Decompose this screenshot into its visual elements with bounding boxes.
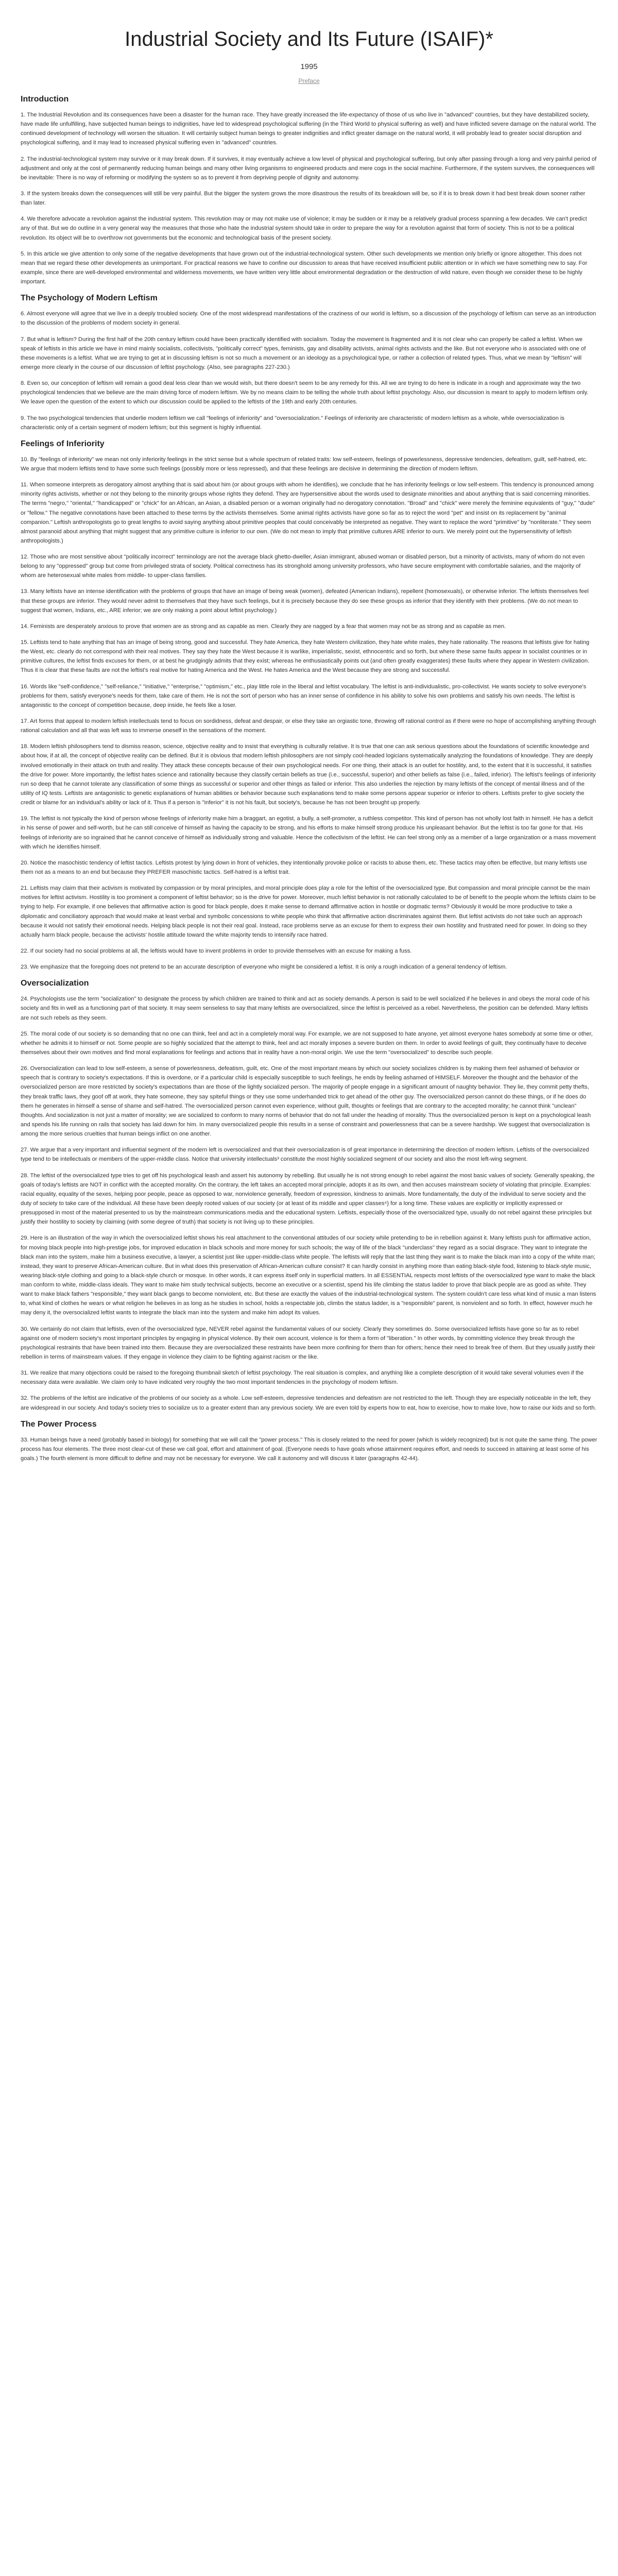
section-heading: The Power Process	[21, 1419, 97, 1429]
document-page	[21, 0, 597, 1463]
paragraph: 18. Modern leftish philosophers tend to dismiss reason, science, objective reality and to insist that everything is culturally relative. It is true that one can ask serious questions about the foundations of scientific knowledge and about how, if at all, the concept of objective reality can be defined. But it is obvious that modern leftish philosophers are not simply cool-headed logicians systematically analyzing the foundations of knowledge. They are deeply involved emotionally in their attack on truth and reality. They attack these concepts because of their own psychological needs. For one thing, their attack is an outlet for hostility, and, to the extent that it is successful, it satisfies the drive for power. More importantly, the leftist hates science and rationality because they classify certain beliefs as true (i.e., successful, superior) and other beliefs as false (i.e., failed, inferior). The leftist's feelings of inferiority run so deep that he cannot tolerate any classification of some things as successful or superior and other things as failed or inferior. This also underlies the rejection by many leftists of the concept of mental illness and of the utility of IQ tests. Leftists are antagonistic to genetic explanations of human abilities or behavior because such explanations tend to make some persons appear superior or inferior to others. Leftists prefer to give society the credit or blame for an individual's ability or lack of it. Thus if a person is "inferior" it is not his fault, but society's, because he has not been brought up properly.	[21, 743, 596, 806]
paragraph: 19. The leftist is not typically the kind of person whose feelings of inferiority make him a braggart, an egotist, a bully, a self-promoter, a ruthless competitor. This kind of person has not wholly lost faith in himself. He has a deficit in his sense of power and self-worth, but he can still conceive of himself as having the capacity to be strong, and his efforts to make himself strong produce his unpleasant behavior. But the leftist is too far gone for that. His feelings of inferiority are so ingrained that he cannot conceive of himself as individually strong and valuable. Hence the collectivism of the leftist. He can feel strong only as a member of a large organization or a mass movement with which he identifies himself.	[21, 816, 596, 850]
paragraph: 31. We realize that many objections could be raised to the foregoing thumbnail sketch of leftist psychology. The real situation is complex, and anything like a complete description of it would take several volumes even if the necessary data were available. We claim only to have indicated very roughly the two most important tendencies in the psychology of modern leftism.	[21, 1370, 584, 1386]
paragraph: 21. Leftists may claim that their activism is motivated by compassion or by moral principles, and moral principle does play a role for the leftist of the oversocialized type. But compassion and moral principle cannot be the main motives for leftist activism. Hostility is too prominent a component of leftist behavior; so is the drive for power. Moreover, much leftist behavior is not rationally calculated to be of benefit to the people whom the leftists claim to be trying to help. For example, if one believes that affirmative action is good for black people, does it make sense to demand affirmative action in hostile or dogmatic terms? Obviously it would be more productive to take a diplomatic and conciliatory approach that would make at least verbal and symbolic concessions to white people who think that affirmative action discriminates against them. But leftist activists do not take such an approach because it would not satisfy their emotional needs. Helping black people is not their real goal. Instead, race problems serve as an excuse for them to express their own hostility and frustrated need for power. In doing so they actually harm black people, because the activists' hostile attitude toward the white majority tends to intensify race hatred.	[21, 885, 596, 938]
paragraph: 27. We argue that a very important and influential segment of the modern left is oversocialized and that their oversocialization is of great importance in determining the direction of modern leftism. Leftists of the oversocialized type tend to be intellectuals or members of the upper-middle class. Notice that university intellectuals³ constitute the most highly socialized segment of our society and also the most left-wing segment.	[21, 1147, 589, 1163]
paragraph: 22. If our society had no social problems at all, the leftists would have to invent problems in order to provide themselves with an excuse for making a fuss.	[21, 947, 412, 954]
section-heading: Feelings of Inferiority	[21, 439, 105, 448]
paragraph: 20. Notice the masochistic tendency of leftist tactics. Leftists protest by lying down in front of vehicles, they intentionally provoke police or racists to abuse them, etc. These tactics may often be effective, but many leftists use them not as a means to an end but because they PREFER masochistic tactics. Self-hatred is a leftist trait.	[21, 859, 587, 875]
paragraph: 1. The Industrial Revolution and its consequences have been a disaster for the human race. They have greatly increased the life-expectancy of those of us who live in "advanced" countries, but they have destabilized society, have made life unfulfilling, have subjected human beings to indignities, have led to widespread psychological suffering (in the Third World to physical suffering as well) and have inflicted severe damage on the natural world. The continued development of technology will worsen the situation. It will certainly subject human beings to greater indignities and inflict greater damage on the natural world, it will probably lead to greater social disruption and psychological suffering, and it may lead to increased physical suffering even in "advanced" countries.	[21, 112, 596, 146]
paragraph: 30. We certainly do not claim that leftists, even of the oversocialized type, NEVER rebel against the fundamental values of our society. Clearly they sometimes do. Some oversocialized leftists have gone so far as to rebel against one of modern society's most important principles by engaging in physical violence. By their own account, violence is for them a form of "liberation." In other words, by committing violence they break through the psychological restraints that have been trained into them. Because they are oversocialized these restraints have been more confining for them than for others; hence their need to break free of them. But they usually justify their rebellion in terms of mainstream values. If they engage in violence they claim to be fighting against racism or the like.	[21, 1326, 595, 1361]
paragraph: 25. The moral code of our society is so demanding that no one can think, feel and act in a completely moral way. For example, we are not supposed to hate anyone, yet almost everyone hates somebody at some time or other, whether he admits it to himself or not. Some people are so highly socialized that the attempt to think, feel and act morally imposes a severe burden on them. In order to avoid feelings of guilt, they continually have to deceive themselves about their own motives and find moral explanations for feelings and actions that in reality have a non-moral origin. We use the term "oversocialized" to describe such people.	[21, 1030, 593, 1056]
paragraph: 3. If the system breaks down the consequences will still be very painful. But the bigger the system grows the more disastrous the results of its breakdown will be, so if it is to break down it had best break down sooner rather than later.	[21, 190, 586, 207]
document-body	[21, 95, 597, 1463]
paragraph: 32. The problems of the leftist are indicative of the problems of our society as a whole. Low self-esteem, depressive tendencies and defeatism are not restricted to the left. Though they are especially noticeable in the left, they are widespread in our society. And today's society tries to socialize us to a greater extent than any previous society. We are even told by experts how to eat, how to exercise, how to make love, how to raise our kids and so forth.	[21, 1395, 596, 1411]
paragraph: 24. Psychologists use the term "socialization" to designate the process by which children are trained to think and act as society demands. A person is said to be well socialized if he believes in and obeys the moral code of his society and fits in well as a functioning part of that society. It may seem senseless to say that many leftists are oversocialized, since the leftist is perceived as a rebel. Nevertheless, the position can be defended. Many leftists are not such rebels as they seem.	[21, 996, 590, 1021]
paragraph: 15. Leftists tend to hate anything that has an image of being strong, good and successful. They hate America, they hate Western civilization, they hate white males, they hate rationality. The reasons that leftists give for hating the West, etc. clearly do not correspond with their real motives. They say they hate the West because it is warlike, imperialistic, sexist, ethnocentric and so forth, but where these same faults appear in socialist countries or in primitive cultures, the leftist finds excuses for them, or at best he grudgingly admits that they exist; whereas he enthusiastically points out (and often greatly exaggerates) these faults where they appear in Western civilization. Thus it is clear that these faults are not the leftist's real motive for hating America and the West. He hates America and the West because they are strong and successful.	[21, 639, 590, 674]
paragraph: 33. Human beings have a need (probably based in biology) for something that we will call the "power process." This is closely related to the need for power (which is widely recognized) but is not quite the same thing. The power process has four elements. The three most clear-cut of these we call goal, effort and attainment of goal. (Everyone needs to have goals whose attainment requires effort, and needs to succeed in attaining at least some of his goals.) The fourth element is more difficult to define and may not be necessary for everyone. We call it autonomy and will discuss it later (paragraphs 42-44).	[21, 1436, 597, 1462]
paragraph: 16. Words like "self-confidence," "self-reliance," "initiative," "enterprise," "optimism," etc., play little role in the liberal and leftist vocabulary. The leftist is anti-individualistic, pro-collectivist. He wants society to solve everyone's problems for them, satisfy everyone's needs for them, take care of them. He is not the sort of person who has an inner sense of confidence in his ability to solve his own problems and satisfy his own needs. The leftist is antagonistic to the concept of competition because, deep inside, he feels like a loser.	[21, 683, 587, 708]
paragraph: 28. The leftist of the oversocialized type tries to get off his psychological leash and assert his autonomy by rebelling. But usually he is not strong enough to rebel against the most basic values of society. Generally speaking, the goals of today's leftists are NOT in conflict with the accepted morality. On the contrary, the left takes an accepted moral principle, adopts it as its own, and then accuses mainstream society of violating that principle. Examples: racial equality, equality of the sexes, helping poor people, peace as opposed to war, nonviolence generally, freedom of expression, kindness to animals. More fundamentally, the duty of the individual to serve society and the duty of society to take care of the individual. All these have been deeply rooted values of our society (or at least of its middle and upper classes⁴) for a long time. These values are explicitly or implicitly expressed or presupposed in most of the material presented to us by the mainstream communications media and the educational system. Leftists, especially those of the oversocialized type, usually do not rebel against these principles but justify their hostility to society by claiming (with some degree of truth) that society is not living up to these principles.	[21, 1172, 595, 1226]
paragraph: 23. We emphasize that the foregoing does not pretend to be an accurate description of everyone who might be considered a leftist. It is only a rough indication of a general tendency of leftism.	[21, 964, 507, 971]
preface-link-wrapper	[21, 77, 597, 84]
document-year: 1995	[300, 62, 318, 71]
document-title: Industrial Society and Its Future (ISAIF)*	[125, 28, 493, 50]
section-heading: Oversocialization	[21, 979, 89, 988]
preface-link[interactable]: Preface	[298, 77, 320, 84]
paragraph: 4. We therefore advocate a revolution against the industrial system. This revolution may or may not make use of violence; it may be sudden or it may be a relatively gradual process spanning a few decades. We can't predict any of that. But we do outline in a very general way the measures that those who hate the industrial system should take in order to prepare the way for a revolution against that form of society. This is not to be a political revolution. Its object will be to overthrow not governments but the economic and technological basis of the present society.	[21, 216, 587, 241]
paragraph: 26. Oversocialization can lead to low self-esteem, a sense of powerlessness, defeatism, guilt, etc. One of the most important means by which our society socializes children is by making them feel ashamed of behavior or speech that is contrary to society's expectations. If this is overdone, or if a particular child is especially susceptible to such feelings, he ends by feeling ashamed of HIMSELF. Moreover the thought and the behavior of the oversocialized person are more restricted by society's expectations than are those of the lightly socialized person. The majority of people engage in a significant amount of naughty behavior. They lie, they commit petty thefts, they break traffic laws, they goof off at work, they hate someone, they say spiteful things or they use some underhanded trick to get ahead of the other guy. The oversocialized person cannot do these things, or if he does do them he generates in himself a sense of shame and self-hatred. The oversocialized person cannot even experience, without guilt, thoughts or feelings that are contrary to the accepted morality; he cannot think "unclean" thoughts. And socialization is not just a matter of morality; we are socialized to conform to many norms of behavior that do not fall under the heading of morality. Thus the oversocialized person is kept on a psychological leash and spends his life running on rails that society has laid down for him. In many oversocialized people this results in a sense of constraint and powerlessness that can be a severe hardship. We suggest that oversocialization is among the more serious cruelties that human beings inflict on one another.	[21, 1065, 591, 1138]
paragraph: 6. Almost everyone will agree that we live in a deeply troubled society. One of the most widespread manifestations of the craziness of our world is leftism, so a discussion of the psychology of leftism can serve as an introduction to the discussion of the problems of modern society in general.	[21, 311, 596, 327]
paragraph: 9. The two psychological tendencies that underlie modern leftism we call "feelings of inferiority" and "oversocialization." Feelings of inferiority are characteristic of modern leftism as a whole, while oversocialization is characteristic only of a certain segment of modern leftism; but this segment is highly influential.	[21, 415, 564, 431]
paragraph: 17. Art forms that appeal to modern leftish intellectuals tend to focus on sordidness, defeat and despair, or else they take an orgiastic tone, throwing off rational control as if there were no hope of accomplishing anything through rational calculation and all that was left was to immerse oneself in the sensations of the moment.	[21, 718, 596, 734]
paragraph: 10. By "feelings of inferiority" we mean not only inferiority feelings in the strict sense but a whole spectrum of related traits: low self-esteem, feelings of powerlessness, depressive tendencies, defeatism, guilt, self-hatred, etc. We argue that modern leftists tend to have some such feelings (possibly more or less repressed), and that these feelings are decisive in determining the direction of modern leftism.	[21, 456, 588, 472]
paragraph: 7. But what is leftism? During the first half of the 20th century leftism could have been practically identified with socialism. Today the movement is fragmented and it is not clear who can properly be called a leftist. When we speak of leftists in this article we have in mind mainly socialists, collectivists, "politically correct" types, feminists, gay and disability activists, animal rights activists and the like. But not everyone who is associated with one of these movements is a leftist. What we are trying to get at in discussing leftism is not so much a movement or an ideology as a psychological type, or rather a collection of related types. Thus, what we mean by "leftism" will emerge more clearly in the course of our discussion of leftist psychology. (Also, see paragraphs 227-230.)	[21, 336, 586, 370]
paragraph: 13. Many leftists have an intense identification with the problems of groups that have an image of being weak (women), defeated (American Indians), repellent (homosexuals), or otherwise inferior. The leftists themselves feel that these groups are inferior. They would never admit to themselves that they have such feelings, but it is precisely because they do see these groups as inferior that they identify with their problems. (We do not mean to suggest that women, Indians, etc., ARE inferior; we are only making a point about leftist psychology.)	[21, 588, 589, 614]
paragraph: 2. The industrial-technological system may survive or it may break down. If it survives, it may eventually achieve a low level of physical and psychological suffering, but only after passing through a long and very painful period of adjustment and only at the cost of permanently reducing human beings and many other living organisms to engineered products and mere cogs in the social machine. Furthermore, if the system survives, the consequences will be inevitable: There is no way of reforming or modifying the system so as to prevent it from depriving people of dignity and autonomy.	[21, 156, 597, 181]
section-heading: Introduction	[21, 95, 69, 104]
paragraph: 29. Here is an illustration of the way in which the oversocialized leftist shows his real attachment to the conventional attitudes of our society while pretending to be in rebellion against it. Many leftists push for affirmative action, for moving black people into high-prestige jobs, for improved education in black schools and more money for such schools; the way of life of the black "underclass" they regard as a social disgrace. They want to integrate the black man into the system, make him a business executive, a lawyer, a scientist just like upper-middle-class white people. The leftists will reply that the last thing they want is to make the black man into a copy of the white man; instead, they want to preserve African-American culture. But in what does this preservation of African-American culture consist? It can hardly consist in anything more than eating black-style food, listening to black-style music, wearing black-style clothing and going to a black-style church or mosque. In other words, it can express itself only in superficial matters. In all ESSENTIAL respects most leftists of the oversocialized type want to make the black man conform to white, middle-class ideals. They want to make him study technical subjects, become an executive or a scientist, spend his life climbing the status ladder to prove that black people are as good as white. They want to make black fathers "responsible," they want black gangs to become nonviolent, etc. But these are exactly the values of the industrial-technological system. The system couldn't care less what kind of music a man listens to, what kind of clothes he wears or what religion he believes in as long as he studies in school, holds a respectable job, climbs the status ladder, is a "responsible" parent, is nonviolent and so forth. In effect, however much he may deny it, the oversocialized leftist wants to integrate the black man into the system and make him adopt its values.	[21, 1235, 596, 1316]
section-heading: The Psychology of Modern Leftism	[21, 294, 158, 303]
paragraph: 11. When someone interprets as derogatory almost anything that is said about him (or about groups with whom he identifies), we conclude that he has inferiority feelings or low self-esteem. This tendency is pronounced among minority rights activists, whether or not they belong to the minority groups whose rights they defend. They are hypersensitive about the words used to designate minorities and about anything that is said concerning minorities. The terms "negro," "oriental," "handicapped" or "chick" for an African, an Asian, a disabled person or a woman originally had no derogatory connotation. "Broad" and "chick" were merely the feminine equivalents of "guy," "dude" or "fellow." The negative connotations have been attached to these terms by the activists themselves. Some animal rights activists have gone so far as to reject the word "pet" and insist on its replacement by "animal companion." Leftish anthropologists go to great lengths to avoid saying anything about primitive peoples that could conceivably be interpreted as negative. They want to replace the word "primitive" by "nonliterate." They seem almost paranoid about anything that might suggest that any primitive culture is inferior to our own. (We do not mean to imply that primitive cultures ARE inferior to ours. We merely point out the hypersensitivity of leftish anthropologists.)	[21, 482, 595, 544]
paragraph: 12. Those who are most sensitive about "politically incorrect" terminology are not the average black ghetto-dweller, Asian immigrant, abused woman or disabled person, but a minority of activists, many of whom do not even belong to any "oppressed" group but come from privileged strata of society. Political correctness has its stronghold among university professors, who have secure employment with comfortable salaries, and the majority of whom are heterosexual white males from middle- to upper-class families.	[21, 554, 585, 579]
paragraph: 14. Feminists are desperately anxious to prove that women are as strong and as capable as men. Clearly they are nagged by a fear that women may not be as strong and as capable as men.	[21, 623, 506, 630]
paragraph: 8. Even so, our conception of leftism will remain a good deal less clear than we would wish, but there doesn't seem to be any remedy for this. All we are trying to do here is indicate in a rough and approximate way the two psychological tendencies that we believe are the main driving force of modern leftism. We by no means claim to be telling the whole truth about leftist psychology. Also, our discussion is meant to apply to modern leftism only. We leave open the question of the extent to which our discussion could be applied to the leftists of the 19th and early 20th centuries.	[21, 380, 589, 405]
paragraph: 5. In this article we give attention to only some of the negative developments that have grown out of the industrial-technological system. Other such developments we mention only briefly or ignore altogether. This does not mean that we regard these other developments as unimportant. For practical reasons we have to confine our discussion to areas that have received insufficient public attention or in which we have something new to say. For example, since there are well-developed environmental and wilderness movements, we have written very little about environmental degradation or the destruction of wild nature, even though we consider these to be highly important.	[21, 250, 588, 285]
